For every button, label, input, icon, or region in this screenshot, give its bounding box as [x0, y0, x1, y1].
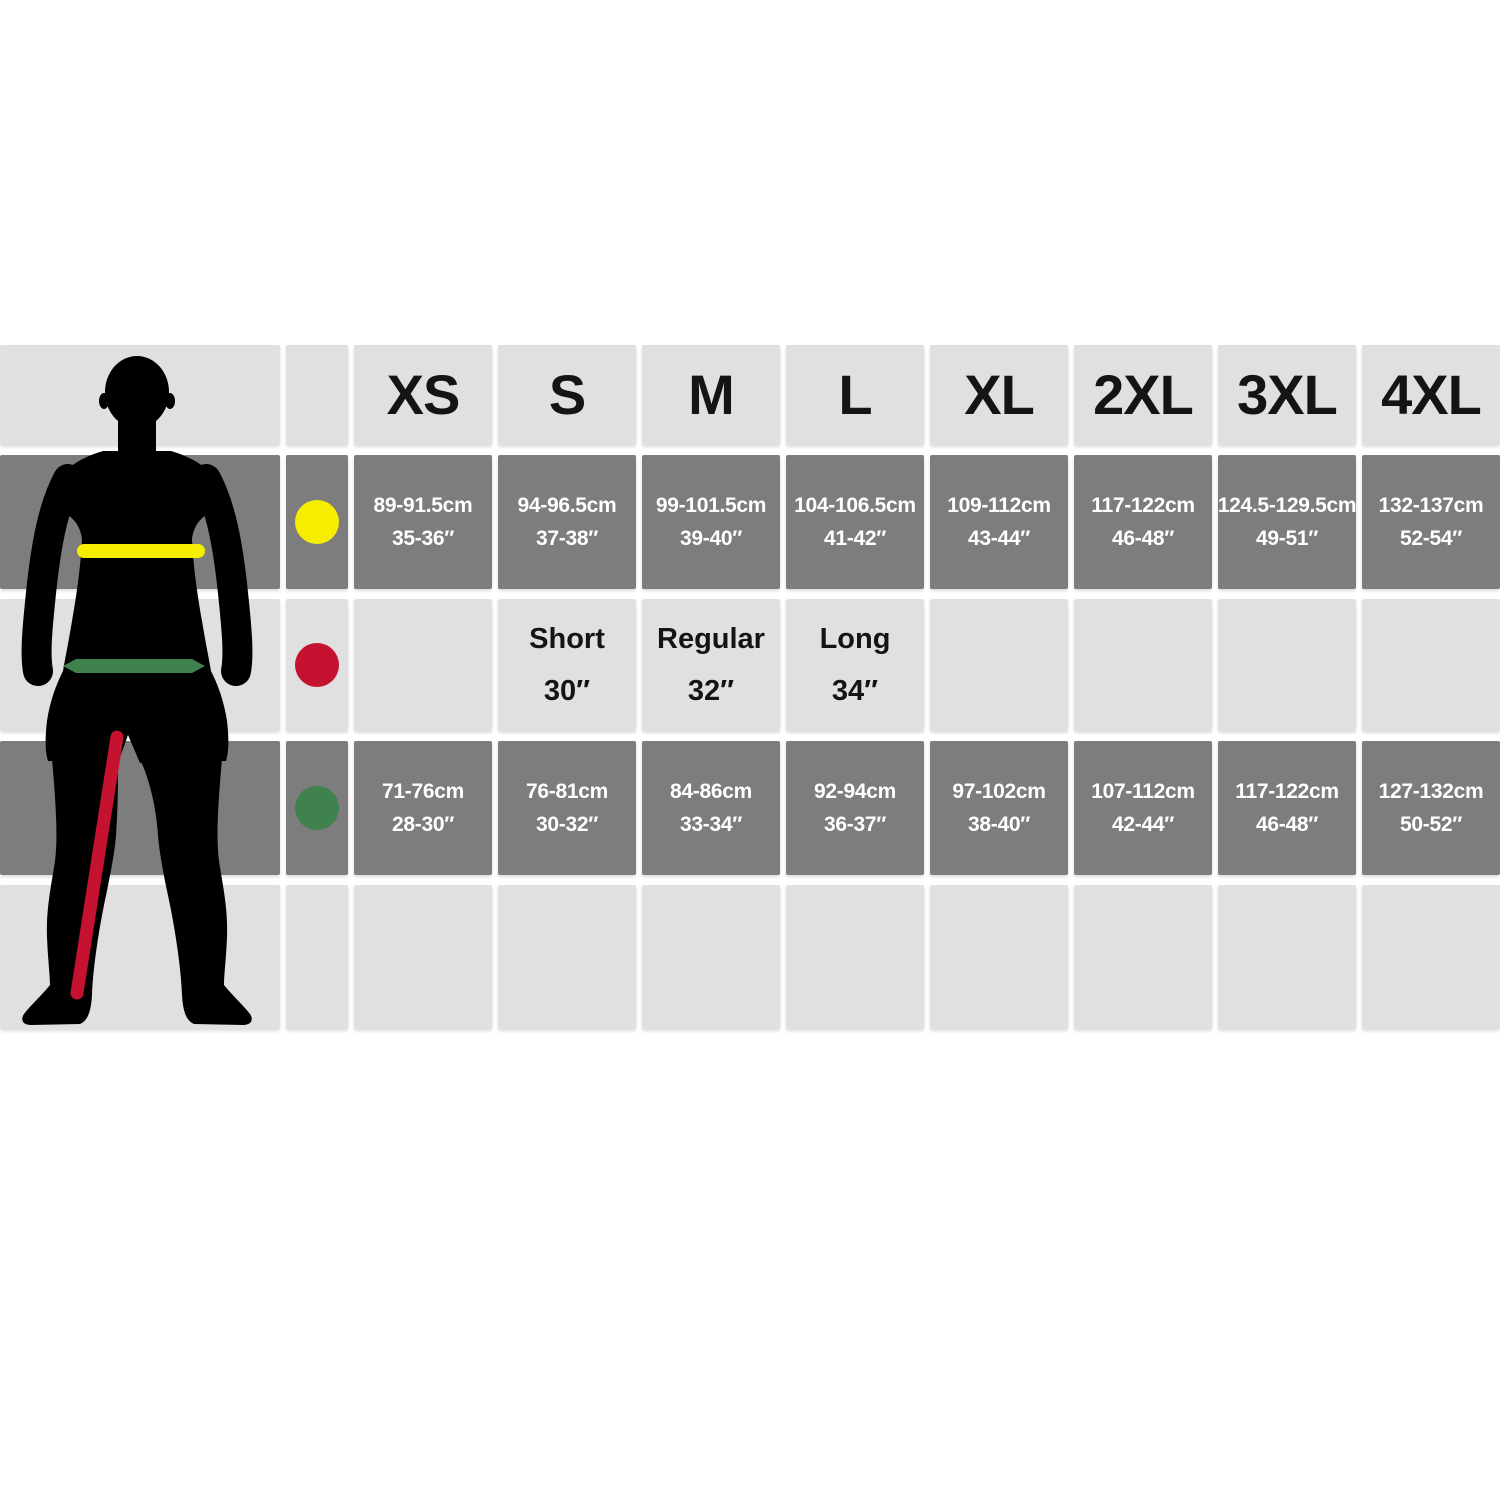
empty-cell [1074, 885, 1212, 1029]
leg-cell: Regular 32″ [642, 599, 780, 731]
waist-cell: 84-86cm 33-34″ [642, 741, 780, 875]
chest-cell: 99-101.5cm 39-40″ [642, 455, 780, 589]
size-header: 2XL [1074, 345, 1212, 445]
leg-cell [930, 599, 1068, 731]
marker-header-cell [286, 345, 348, 445]
size-header: L [786, 345, 924, 445]
chest-cell: 94-96.5cm 37-38″ [498, 455, 636, 589]
empty-cell [930, 885, 1068, 1029]
body-silhouette-panel [0, 345, 280, 1029]
leg-cell [1218, 599, 1356, 731]
waist-cell: 76-81cm 30-32″ [498, 741, 636, 875]
waist-cell: 107-112cm 42-44″ [1074, 741, 1212, 875]
size-chart-table [0, 345, 1500, 1029]
chest-cell: 89-91.5cm 35-36″ [354, 455, 492, 589]
green-dot-icon [295, 786, 339, 830]
chest-cell: 132-137cm 52-54″ [1362, 455, 1500, 589]
size-header: XS [354, 345, 492, 445]
empty-cell [1218, 885, 1356, 1029]
leg-cell [1074, 599, 1212, 731]
leg-cell [1362, 599, 1500, 731]
chest-cell: 124.5-129.5cm 49-51″ [1218, 455, 1356, 589]
size-header: 3XL [1218, 345, 1356, 445]
size-header: M [642, 345, 780, 445]
leg-marker-cell [286, 599, 348, 731]
leg-cell: Long 34″ [786, 599, 924, 731]
waist-cell: 92-94cm 36-37″ [786, 741, 924, 875]
waist-marker-cell [286, 741, 348, 875]
male-silhouette-figure [0, 345, 280, 1029]
chest-cell: 109-112cm 43-44″ [930, 455, 1068, 589]
leg-cell [354, 599, 492, 731]
right-arm [206, 479, 237, 671]
size-header: S [498, 345, 636, 445]
chest-cell: 117-122cm 46-48″ [1074, 455, 1212, 589]
size-header: 4XL [1362, 345, 1500, 445]
waist-band [63, 659, 205, 673]
left-arm [37, 479, 68, 671]
waist-cell: 71-76cm 28-30″ [354, 741, 492, 875]
empty-cell [498, 885, 636, 1029]
size-header: XL [930, 345, 1068, 445]
empty-cell [1362, 885, 1500, 1029]
waist-cell: 127-132cm 50-52″ [1362, 741, 1500, 875]
empty-cell [786, 885, 924, 1029]
red-dot-icon [295, 643, 339, 687]
yellow-dot-icon [295, 500, 339, 544]
waist-cell: 97-102cm 38-40″ [930, 741, 1068, 875]
waist-cell: 117-122cm 46-48″ [1218, 741, 1356, 875]
chest-marker-cell [286, 455, 348, 589]
empty-cell [354, 885, 492, 1029]
leg-cell: Short 30″ [498, 599, 636, 731]
chest-cell: 104-106.5cm 41-42″ [786, 455, 924, 589]
empty-cell [286, 885, 348, 1029]
empty-cell [642, 885, 780, 1029]
